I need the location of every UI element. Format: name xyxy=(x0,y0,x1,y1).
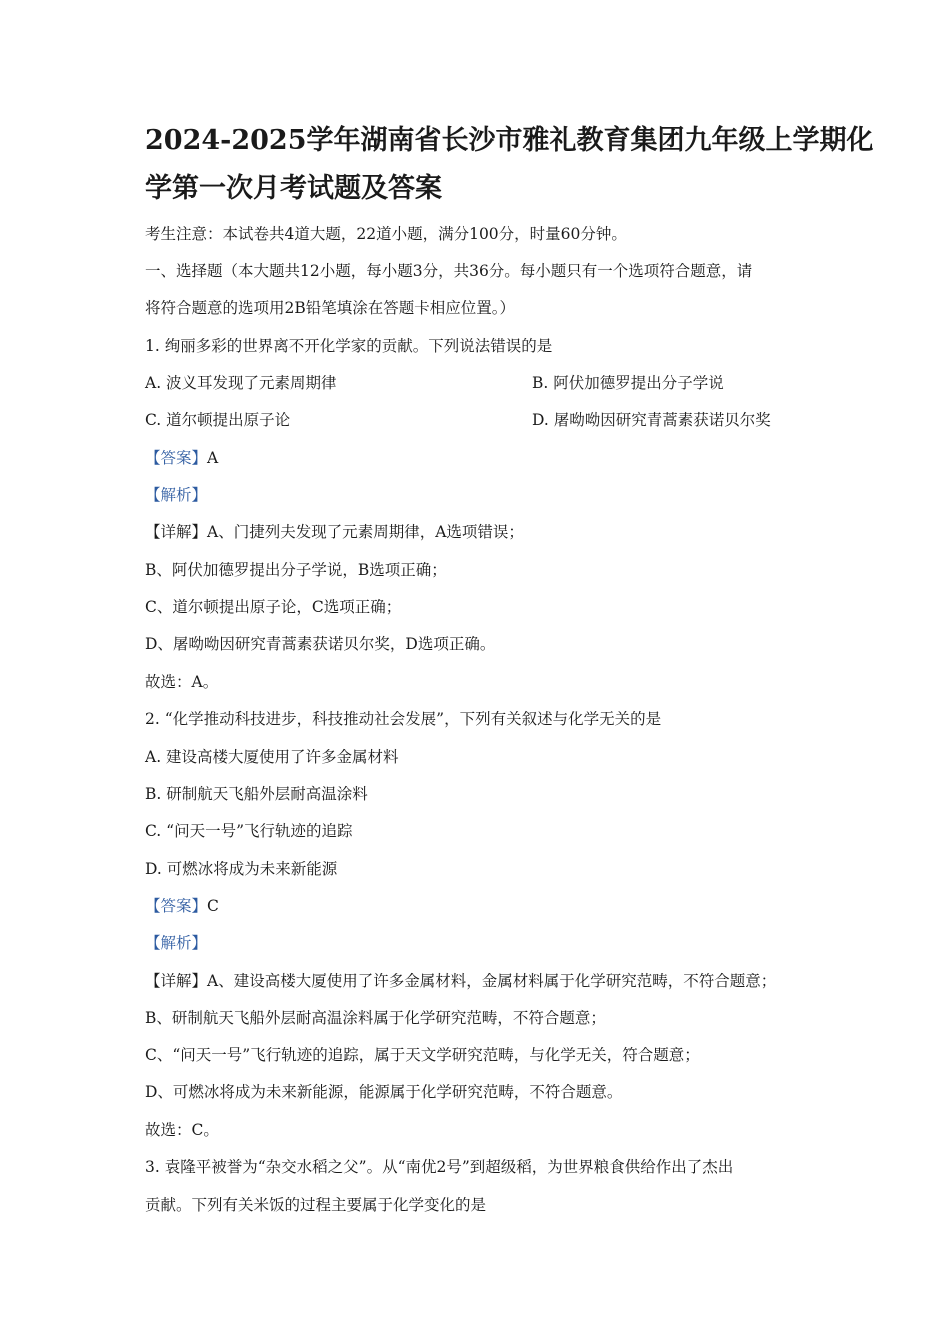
q2-option-b: B. 研制航天飞船外层耐高温涂料 xyxy=(145,785,368,803)
q1-detail-1-text: A、门捷列夫发现了元素周期律，A选项错误； xyxy=(207,523,524,541)
q1-detail-2: B、阿伏加德罗提出分子学说，B选项正确； xyxy=(145,561,447,579)
q1-detail-3: C、道尔顿提出原子论，C选项正确； xyxy=(145,598,402,616)
q2-option-d: D. 可燃冰将成为未来新能源 xyxy=(145,860,338,878)
answer-label: 【答案】 xyxy=(145,897,208,915)
q1-option-d: D. 屠呦呦因研究青蒿素获诺贝尔奖 xyxy=(532,411,771,429)
q3-stem-line-1: 3. 袁隆平被誉为“杂交水稻之父”。从“南优2号”到超级稻，为世界粮食供给作出了杰出 xyxy=(145,1158,734,1176)
document-title-line-2: 学第一次月考试题及答案 xyxy=(145,173,442,204)
q1-answer xyxy=(145,448,218,468)
q2-option-a: A. 建设高楼大厦使用了许多金属材料 xyxy=(145,748,399,766)
q2-choose: 故选：C。 xyxy=(145,1121,219,1139)
q1-option-a: A. 波义耳发现了元素周期律 xyxy=(145,374,337,392)
q2-answer xyxy=(145,896,219,916)
q1-answer-value: A xyxy=(207,449,219,467)
q1-option-c: C. 道尔顿提出原子论 xyxy=(145,411,291,429)
q1-detail-1 xyxy=(145,522,524,542)
document-title-line-1: 2024-2025学年湖南省长沙市雅礼教育集团九年级上学期化 xyxy=(145,125,874,156)
q2-detail-1 xyxy=(145,971,776,991)
answer-label: 【答案】 xyxy=(145,449,208,467)
analysis-label: 【解析】 xyxy=(145,934,208,952)
section-heading-line-1: 一、选择题（本大题共12小题，每小题3分，共36分。每小题只有一个选项符合题意，请 xyxy=(145,262,753,280)
section-heading-line-2: 将符合题意的选项用2B铅笔填涂在答题卡相应位置。） xyxy=(145,299,516,317)
exam-notice: 考生注意：本试卷共4道大题，22道小题，满分100分，时量60分钟。 xyxy=(145,225,627,243)
q2-detail-4: D、可燃冰将成为未来新能源，能源属于化学研究范畴，不符合题意。 xyxy=(145,1083,623,1101)
detail-label: 【详解】 xyxy=(145,972,208,990)
q2-answer-value: C xyxy=(207,897,219,915)
q2-detail-1-text: A、建设高楼大厦使用了许多金属材料，金属材料属于化学研究范畴，不符合题意； xyxy=(207,972,777,990)
q1-stem: 1. 绚丽多彩的世界离不开化学家的贡献。下列说法错误的是 xyxy=(145,337,553,355)
q2-detail-2: B、研制航天飞船外层耐高温涂料属于化学研究范畴，不符合题意； xyxy=(145,1009,606,1027)
q1-detail-4: D、屠呦呦因研究青蒿素获诺贝尔奖，D选项正确。 xyxy=(145,635,496,653)
q2-stem: 2. “化学推动科技进步，科技推动社会发展”，下列有关叙述与化学无关的是 xyxy=(145,710,662,728)
q3-stem-line-2: 贡献。下列有关米饭的过程主要属于化学变化的是 xyxy=(145,1196,487,1214)
q1-analysis xyxy=(145,485,207,505)
q2-analysis xyxy=(145,933,207,953)
analysis-label: 【解析】 xyxy=(145,486,208,504)
q2-detail-3: C、“问天一号”飞行轨迹的追踪，属于天文学研究范畴，与化学无关，符合题意； xyxy=(145,1046,700,1064)
detail-label: 【详解】 xyxy=(145,523,208,541)
q1-option-b: B. 阿伏加德罗提出分子学说 xyxy=(532,374,724,392)
q1-choose: 故选：A。 xyxy=(145,673,219,691)
q2-option-c: C. “问天一号”飞行轨迹的追踪 xyxy=(145,822,353,840)
